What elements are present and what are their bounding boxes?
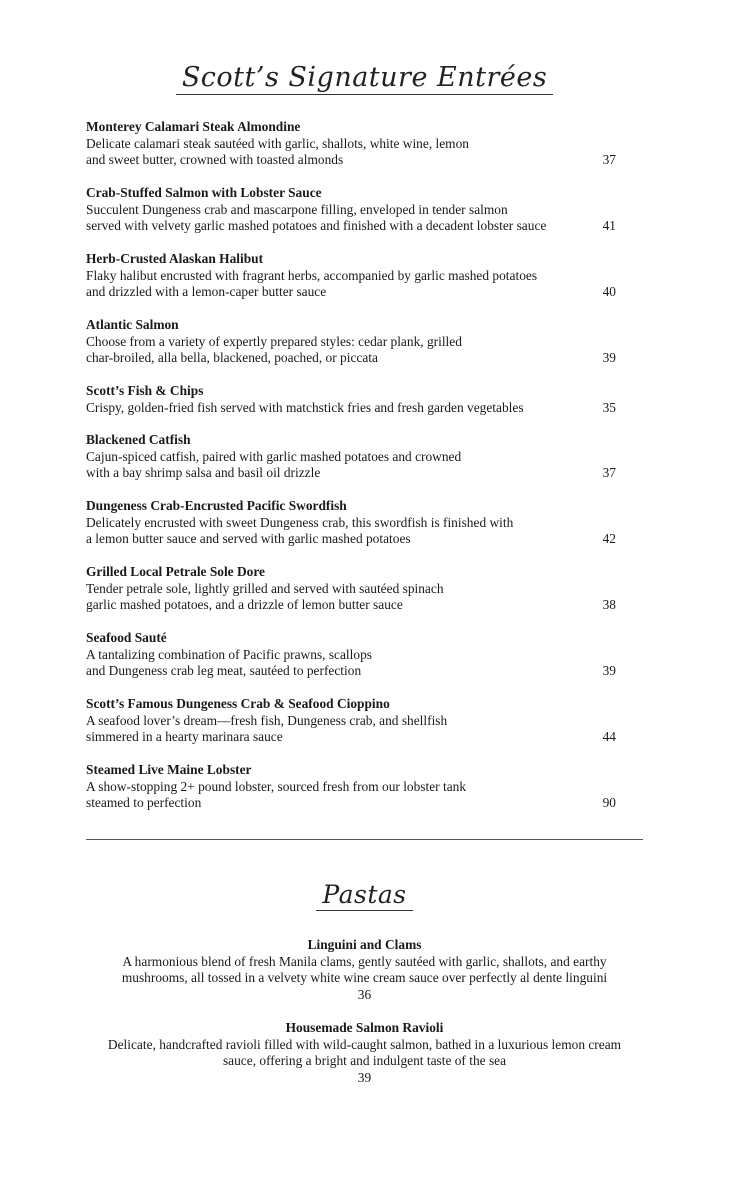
menu-item (86, 119, 616, 185)
menu-item (86, 317, 616, 383)
pasta-description-line: mushrooms, all tossed in a velvety white wine cream sauce over perfectly al dente linguini (121, 970, 608, 985)
item-description-line: and sweet butter, crowned with toasted almonds (86, 152, 344, 167)
menu-item (86, 498, 616, 564)
section-divider (86, 839, 643, 840)
item-price: 90 (602, 795, 616, 810)
menu-item (86, 432, 616, 498)
item-description-line: and Dungeness crab leg meat, sautéed to perfection (86, 663, 362, 678)
item-description-line: A show-stopping 2+ pound lobster, sourced fresh from our lobster tank (86, 778, 467, 794)
item-description-line: steamed to perfection (86, 795, 202, 810)
item-description-line: garlic mashed potatoes, and a drizzle of lemon butter sauce (86, 597, 403, 612)
item-name: Dungeness Crab-Encrusted Pacific Swordfish (86, 498, 347, 513)
menu-item (86, 696, 616, 762)
item-price: 38 (602, 597, 616, 612)
item-price: 39 (602, 663, 616, 678)
pasta-item (0, 1020, 729, 1086)
item-description-line: Choose from a variety of expertly prepared styles: cedar plank, grilled (86, 333, 462, 349)
item-description-line: Delicately encrusted with sweet Dungeness crab, this swordfish is finished with (86, 514, 514, 530)
pasta-description-line: Delicate, handcrafted ravioli filled with wild-caught salmon, bathed in a luxurious lemon cream (107, 1036, 622, 1052)
item-price: 44 (602, 729, 616, 744)
item-description-line: served with velvety garlic mashed potatoes and finished with a decadent lobster sauce (86, 218, 547, 233)
item-name: Crab-Stuffed Salmon with Lobster Sauce (86, 185, 322, 200)
pasta-description-line: A harmonious blend of fresh Manila clams, gently sautéed with garlic, shallots, and earthy (122, 953, 607, 969)
pasta-description-line: sauce, offering a bright and indulgent taste of the sea (222, 1053, 507, 1068)
pasta-name: Housemade Salmon Ravioli (285, 1020, 444, 1035)
item-price: 37 (602, 152, 616, 167)
item-description-line: and drizzled with a lemon-caper butter sauce (86, 284, 327, 299)
menu-item (86, 630, 616, 696)
item-name: Seafood Sauté (86, 630, 167, 645)
item-description-line: Flaky halibut encrusted with fragrant herbs, accompanied by garlic mashed potatoes (86, 267, 538, 283)
item-name: Grilled Local Petrale Sole Dore (86, 564, 265, 579)
item-description-line: A tantalizing combination of Pacific prawns, scallops (86, 646, 372, 662)
item-description-line: char-broiled, alla bella, blackened, poached, or piccata (86, 350, 378, 365)
item-price: 40 (602, 284, 616, 299)
item-description-line: Crispy, golden-fried fish served with matchstick fries and fresh garden vegetables (86, 399, 524, 415)
pasta-name: Linguini and Clams (307, 937, 422, 952)
item-name: Monterey Calamari Steak Almondine (86, 119, 301, 134)
item-name: Herb-Crusted Alaskan Halibut (86, 251, 264, 266)
pastas-heading (0, 880, 729, 911)
item-name: Scott’s Fish & Chips (86, 383, 204, 398)
item-price: 42 (602, 531, 616, 546)
menu-item (86, 383, 616, 432)
pasta-item (0, 937, 729, 1003)
pastas-heading-text: Pastas (316, 881, 412, 911)
item-price: 35 (602, 399, 616, 415)
entrees-heading-text: Scott’s Signature Entrées (176, 63, 553, 95)
item-name: Steamed Live Maine Lobster (86, 762, 252, 777)
menu-item (86, 251, 616, 317)
pasta-price: 39 (357, 1069, 372, 1085)
item-description-line: Delicate calamari steak sautéed with garlic, shallots, white wine, lemon (86, 135, 469, 151)
menu-item (86, 564, 616, 630)
item-description-line: Tender petrale sole, lightly grilled and served with sautéed spinach (86, 580, 444, 596)
item-description-line: Succulent Dungeness crab and mascarpone filling, enveloped in tender salmon (86, 201, 508, 217)
item-description-line: A seafood lover’s dream—fresh fish, Dungeness crab, and shellfish (86, 712, 448, 728)
item-price: 37 (602, 465, 616, 480)
menu-item (86, 762, 616, 828)
menu-item (86, 185, 616, 251)
item-name: Scott’s Famous Dungeness Crab & Seafood Cioppino (86, 696, 390, 711)
item-description-line: a lemon butter sauce and served with garlic mashed potatoes (86, 531, 411, 546)
entrees-list (86, 119, 616, 828)
item-description-line: simmered in a hearty marinara sauce (86, 729, 283, 744)
item-price: 39 (602, 350, 616, 365)
item-description-line: Cajun-spiced catfish, paired with garlic mashed potatoes and crowned (86, 448, 462, 464)
pasta-price: 36 (357, 986, 372, 1002)
item-price: 41 (602, 218, 616, 233)
item-name: Atlantic Salmon (86, 317, 179, 332)
item-description-line: with a bay shrimp salsa and basil oil drizzle (86, 465, 321, 480)
entrees-heading (0, 62, 729, 95)
item-name: Blackened Catfish (86, 432, 191, 447)
